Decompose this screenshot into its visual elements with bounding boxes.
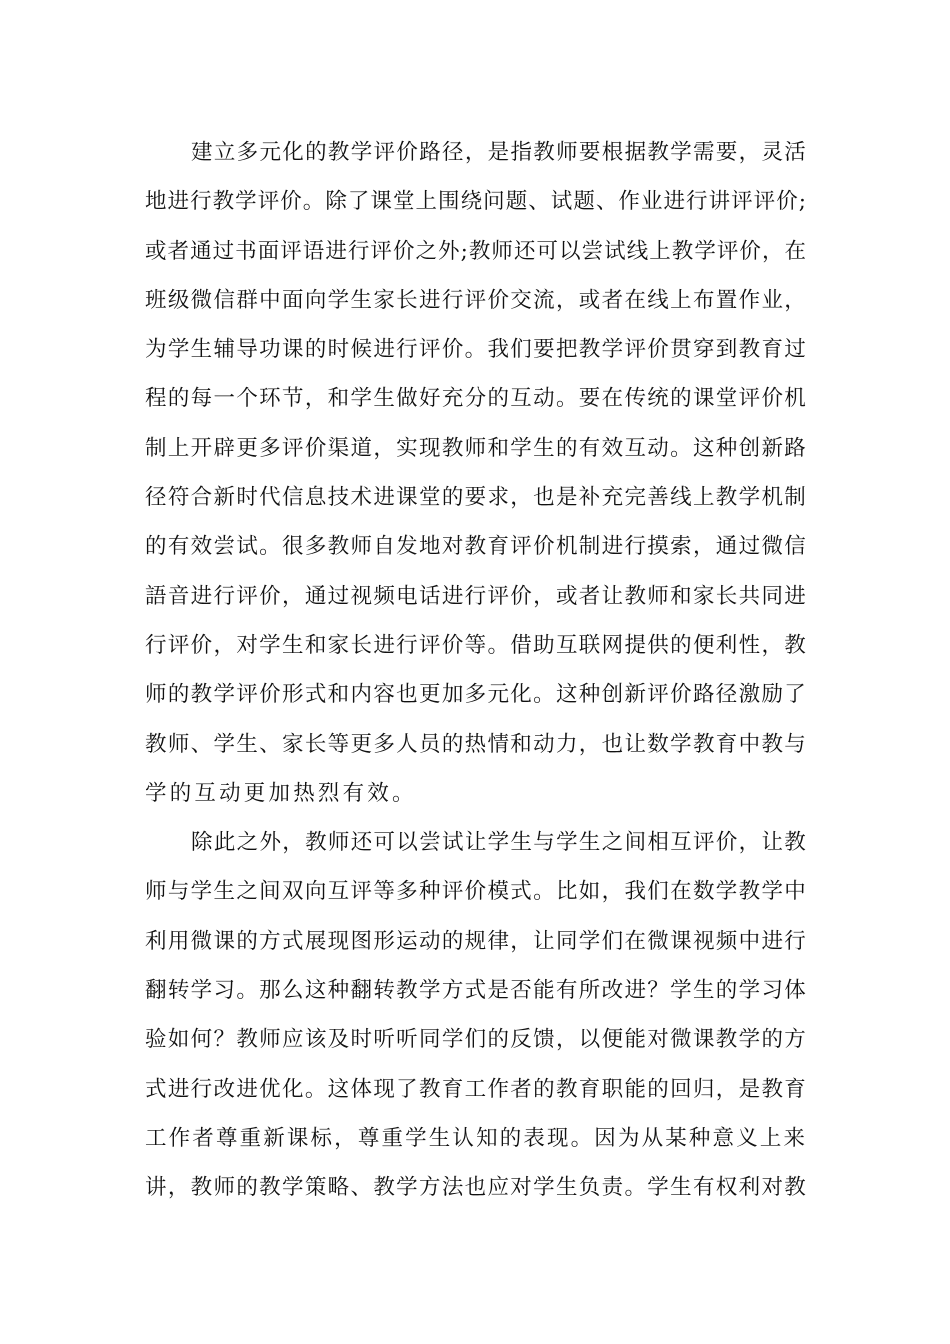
paragraph-1-line-9: 的有效尝试。很多教师自发地对教育评价机制进行摸索，通过微信 <box>145 534 807 560</box>
paragraph-1-line-6: 程的每一个环节，和学生做好充分的互动。要在传统的课堂评价机 <box>145 386 807 412</box>
paragraph-1-line-4: 班级微信群中面向学生家长进行评价交流，或者在线上布置作业， <box>145 287 807 313</box>
paragraph-2-line-8: 讲，教师的教学策略、教学方法也应对学生负责。学生有权利对教 <box>145 1175 807 1201</box>
paragraph-1-line-13: 教师、学生、家长等更多人员的热情和动力，也让数学教育中教与 <box>145 731 807 757</box>
paragraph-1-line-11: 行评价，对学生和家长进行评价等。借助互联网提供的便利性，教 <box>145 632 807 658</box>
paragraph-1-line-5: 为学生辅导功课的时候进行评价。我们要把教学评价贯穿到教育过 <box>145 337 807 363</box>
paragraph-2-line-2: 师与学生之间双向互评等多种评价模式。比如，我们在数学教学中 <box>145 879 807 905</box>
paragraph-2-line-6: 式进行改进优化。这体现了教育工作者的教育职能的回归，是教育 <box>145 1076 807 1102</box>
paragraph-1-line-3: 或者通过书面评语进行评价之外;教师还可以尝试线上教学评价，在 <box>145 238 807 264</box>
body-text <box>145 128 807 1213</box>
paragraph-1-line-1: 建立多元化的教学评价路径，是指教师要根据教学需要，灵活 <box>191 140 807 165</box>
paragraph-1-line-10: 語音进行评价，通过视频电话进行评价，或者让教师和家长共同进 <box>145 583 807 609</box>
paragraph-1-line-12: 师的教学评价形式和内容也更加多元化。这种创新评价路径激励了 <box>145 682 807 708</box>
paragraph-2-line-7: 工作者尊重新课标，尊重学生认知的表现。因为从某种意义上来 <box>145 1125 807 1151</box>
paragraph-2-line-5: 验如何？教师应该及时听听同学们的反馈，以便能对微课教学的方 <box>145 1027 807 1053</box>
paragraph-2-line-4: 翻转学习。那么这种翻转教学方式是否能有所改进？学生的学习体 <box>145 978 807 1004</box>
paragraph-1-line-14: 学的互动更加热烈有效。 <box>145 780 417 806</box>
paragraph-1-line-8: 径符合新时代信息技术进课堂的要求，也是补充完善线上教学机制 <box>145 485 807 511</box>
paragraph-2-line-3: 利用微课的方式展现图形运动的规律，让同学们在微课视频中进行 <box>145 928 807 954</box>
paragraph-1-line-2: 地进行教学评价。除了课堂上围绕问题、试题、作业进行讲评评价; <box>145 189 807 215</box>
paragraph-2-line-1: 除此之外，教师还可以尝试让学生与学生之间相互评价，让教 <box>191 830 807 856</box>
paragraph-1-line-7: 制上开辟更多评价渠道，实现教师和学生的有效互动。这种创新路 <box>145 435 807 461</box>
